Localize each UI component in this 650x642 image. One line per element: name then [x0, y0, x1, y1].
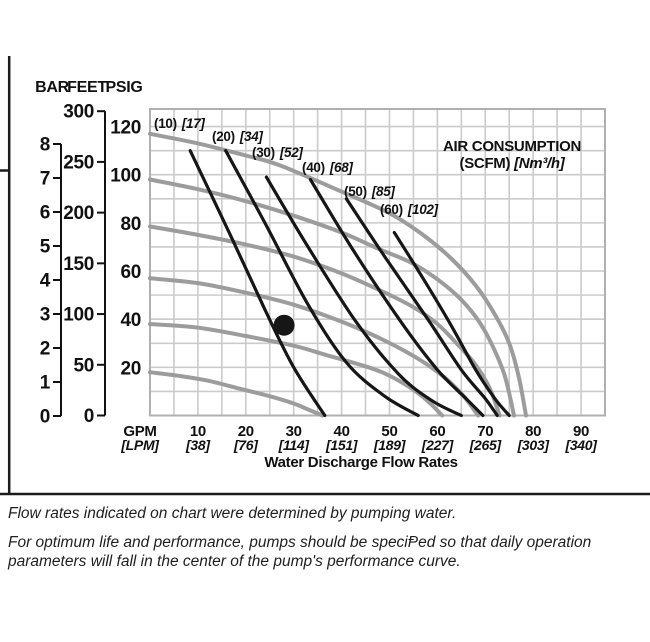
x-tick-gpm: 80	[525, 423, 542, 440]
psig-tick-label: 40	[120, 310, 141, 332]
air-consumption-title: AIR CONSUMPTION	[442, 138, 582, 155]
air-consumption-units: (SCFM) [Nm³/h]	[459, 155, 565, 172]
performance-curve-6	[150, 372, 322, 415]
bar-tick-label: 5	[39, 236, 50, 258]
x-tick-lpm: [227]	[421, 437, 453, 453]
air-consumption-legend	[443, 138, 581, 172]
x-tick-gpm: 30	[285, 423, 302, 440]
x-tick-lpm: [114]	[278, 437, 309, 453]
operating-point	[274, 315, 295, 336]
feet-tick-label: 300	[63, 101, 94, 123]
x-tick-lpm: [265]	[469, 437, 501, 453]
feet-tick-label: 250	[63, 152, 94, 174]
x-tick-lpm: [76]	[233, 437, 258, 453]
feet-tick-label: 150	[63, 253, 94, 275]
air-line-10	[190, 151, 325, 416]
x-axis-title: Water Discharge Flow Rates	[264, 454, 458, 471]
bar-tick-label: 4	[39, 270, 50, 292]
bar-tick-label: 0	[39, 406, 50, 428]
bar-tick-label: 1	[39, 372, 50, 394]
footnote-2-line-1: For optimum life and performance, pumps should be speciⱣed so that daily operation	[8, 534, 592, 551]
feet-tick-label: 100	[63, 304, 94, 326]
footnote-2	[8, 533, 628, 571]
air-line-label: (20) [34]	[212, 129, 263, 144]
feet-tick-label: 0	[83, 406, 94, 427]
psig-tick-label: 60	[120, 262, 141, 284]
feet-tick-label: 50	[73, 355, 94, 377]
psig-tick-label: 120	[110, 117, 141, 139]
air-line-label: (30) [52]	[252, 145, 303, 160]
x-tick-gpm: 20	[237, 423, 254, 440]
x-tick-gpm: 70	[477, 423, 494, 440]
x-tick-lpm: [189]	[373, 437, 406, 453]
x-tick-gpm: 90	[573, 423, 590, 440]
bar-tick-label: 3	[39, 304, 50, 326]
performance-curve-4	[150, 278, 478, 415]
performance-curves	[150, 134, 526, 416]
pressure-axis-header: BAR	[35, 79, 69, 96]
footnote-1: Flow rates indicated on chart were determined by pumping water.	[8, 505, 457, 522]
x-tick-lpm: [340]	[565, 437, 597, 453]
x-axis-unit-gpm: GPM	[123, 423, 157, 440]
x-tick-gpm: 40	[333, 423, 350, 440]
pressure-axis-header: PSIG	[105, 79, 143, 96]
psig-tick-label: 20	[120, 358, 141, 380]
air-line-label: (50) [85]	[344, 184, 395, 199]
x-tick-gpm: 50	[381, 423, 398, 440]
pressure-axes	[35, 79, 142, 428]
psig-tick-label: 80	[120, 213, 141, 235]
x-tick-lpm: [303]	[517, 437, 549, 453]
bar-tick-label: 6	[39, 202, 50, 224]
performance-curve-1	[150, 134, 526, 416]
x-tick-gpm: 10	[189, 423, 206, 440]
x-tick-lpm: [38]	[186, 437, 210, 453]
psig-tick-label: 100	[110, 165, 141, 187]
x-axis-unit-lpm: [LPM]	[121, 437, 159, 453]
footnote-2-line-2: parameters will fall in the center of the pump's performance curve.	[8, 553, 461, 570]
pressure-axis-header: FEET	[67, 79, 107, 96]
operating-point-dot	[274, 315, 295, 336]
bar-tick-label: 2	[39, 338, 50, 360]
air-line-label: (10) [17]	[154, 116, 205, 131]
flow-axis	[120, 423, 598, 471]
feet-tick-label: 200	[63, 203, 94, 225]
bar-tick-label: 7	[39, 168, 50, 190]
air-line-label: (40) [68]	[302, 160, 353, 175]
bar-tick-label: 8	[39, 134, 50, 156]
x-tick-gpm: 60	[429, 423, 446, 440]
x-tick-lpm: [151]	[325, 437, 358, 453]
footnotes	[8, 504, 628, 581]
air-line-label: (60) [102]	[380, 202, 438, 217]
